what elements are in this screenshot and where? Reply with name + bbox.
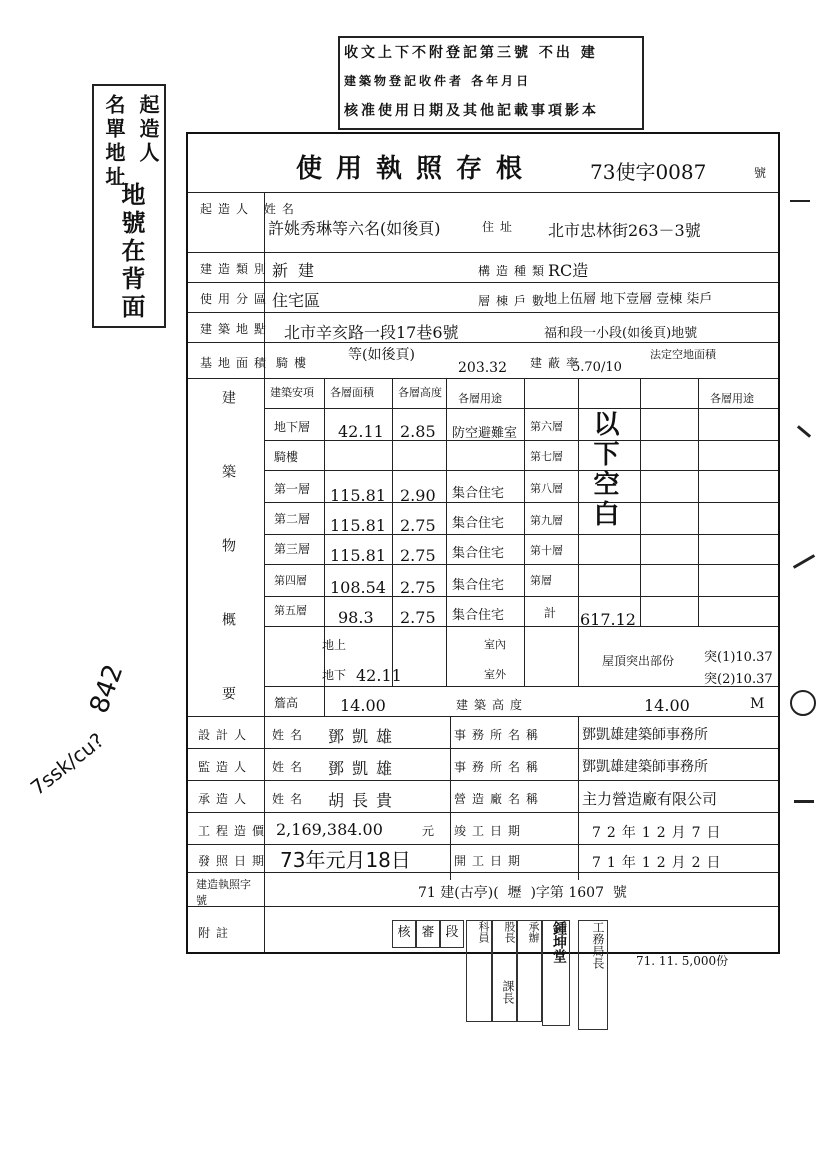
total-label: 計: [544, 606, 557, 620]
col-header: 各層高度: [398, 386, 442, 399]
floor-use: 集合住宅: [452, 486, 505, 501]
base-area-value2: 203.32: [458, 360, 507, 376]
parking-in: 室內: [484, 638, 506, 651]
site-address: 北市辛亥路一段17巷6號: [284, 323, 459, 342]
roof-label: 屋頂突出部份: [602, 654, 675, 668]
edge-mark: [797, 425, 811, 438]
permit-number: 73使字0087: [590, 160, 707, 184]
coverage-label: 建蔽率: [530, 356, 585, 370]
side-note-main: 地號在背面: [117, 182, 146, 322]
floors-label: 層棟戶數: [478, 294, 551, 308]
build-type-value: 新建: [272, 261, 325, 280]
floor-label: 第十層: [530, 544, 563, 557]
seal: 鍾坤堂: [542, 920, 570, 1026]
print-note: 71. 11. 5,000份: [636, 954, 729, 968]
roof-value: 突(1)10.37: [704, 650, 773, 665]
address-label: 住址: [482, 220, 519, 234]
edge-mark: [794, 800, 814, 803]
eaves-label: 簷高: [274, 696, 299, 710]
floor-label: 第九層: [530, 514, 563, 527]
name-label: 姓名: [272, 792, 309, 806]
parking-below-value: 42.11: [356, 666, 402, 685]
floor-label: 第一層: [274, 482, 311, 496]
cost-unit: 元: [422, 824, 441, 838]
floor-height: 2.75: [400, 578, 436, 597]
seal: 核: [392, 920, 416, 948]
seal: 科員: [466, 920, 492, 1022]
col-header: 各層面積: [330, 386, 374, 399]
floor-use: 集合住宅: [452, 578, 505, 593]
col-header: 建築安項: [270, 386, 314, 399]
stamp-line: 建築物登記收件者 各年月日: [344, 74, 532, 88]
floor-label: 第八層: [530, 482, 563, 495]
contractor-label: 承造人: [198, 792, 253, 806]
company-label: 營造廠名稱: [454, 792, 545, 806]
building-summary-label: 建築物概要: [220, 390, 236, 760]
site-label: 建築地點: [200, 322, 273, 336]
floor-height: 2.75: [400, 546, 436, 565]
floors-value: 地上伍層 地下壹層 壹棟 柒戶: [544, 292, 713, 307]
total-value: 617.12: [580, 610, 636, 629]
floor-label: 第四層: [274, 574, 307, 587]
floor-area: 98.3: [338, 608, 374, 627]
base-area-label: 基地面積: [200, 356, 273, 370]
seal: 段: [440, 920, 464, 948]
floor-label: 第層: [530, 574, 552, 587]
name-label: 姓名: [272, 760, 309, 774]
floor-use: 集合住宅: [452, 546, 505, 561]
seal: 課長: [501, 980, 515, 1004]
start-value: 71年12月2日: [592, 855, 727, 871]
structure-value: RC造: [548, 261, 589, 280]
completion-label: 竣工日期: [454, 824, 527, 838]
cost-value: 2,169,384.00: [276, 820, 383, 839]
top-stamp: [338, 36, 644, 130]
parking-out: 室外: [484, 668, 506, 681]
issue-value: 73年元月18日: [280, 848, 411, 872]
roof-value: 突(2)10.37: [704, 672, 773, 687]
floor-area: 42.11: [338, 422, 384, 441]
floor-height: 2.85: [400, 422, 436, 441]
floor-area: 115.81: [330, 486, 386, 505]
designer-name: 鄧凱雄: [328, 727, 401, 746]
supervisor-label: 監造人: [198, 760, 253, 774]
build-type-label: 建造類別: [200, 262, 273, 276]
unit-m: M: [750, 696, 765, 712]
seal: 工務局長: [578, 920, 608, 1030]
floor-use: 集合住宅: [452, 516, 505, 531]
remarks-label: 附註: [198, 926, 235, 940]
edge-mark: [793, 554, 815, 569]
office-label: 事務所名稱: [454, 760, 545, 774]
floor-label: 第七層: [530, 450, 563, 463]
building-height-label: 建築高度: [456, 698, 529, 712]
margin-note: 7ssk/cu?: [25, 728, 109, 800]
eaves-value: 14.00: [340, 696, 386, 715]
owner-label: 起造人 姓名: [200, 202, 300, 216]
zone-label: 使用分區: [200, 292, 273, 306]
supervisor-office: 鄧凱雄建築師事務所: [582, 759, 708, 775]
permit-value: 71 建(古亭)( 壢 )字第 1607 號: [418, 885, 627, 901]
zone-value: 住宅區: [272, 291, 321, 310]
floor-use: 集合住宅: [452, 608, 505, 623]
side-note-left: 名單地址: [102, 94, 126, 190]
parking-below: 地下: [322, 668, 347, 682]
completion-value: 72年12月7日: [592, 825, 727, 841]
stamp-line: 收文上下不附登記第三號 不出 建: [344, 45, 598, 61]
side-note-box: [92, 84, 166, 328]
name-label: 姓名: [272, 728, 309, 742]
floor-label: 騎樓: [274, 450, 299, 464]
base-area-sub1: 騎樓: [276, 356, 313, 370]
approval-seals: [392, 920, 610, 1030]
permit-number-suffix: 號: [754, 166, 773, 180]
contractor-name: 胡長貴: [328, 791, 401, 810]
floor-height: 2.90: [400, 486, 436, 505]
floor-label: 第六層: [530, 420, 563, 433]
col-header: 各層用途: [710, 392, 754, 405]
blank-note: 以下空白: [589, 410, 619, 530]
seal: 股長: [492, 920, 518, 1022]
seal: 承辦: [516, 920, 542, 1022]
coverage-value: 5.70/10: [572, 360, 622, 375]
floor-label: 第五層: [274, 604, 307, 617]
floor-area: 115.81: [330, 546, 386, 565]
form-title: 使用執照存根: [296, 154, 537, 184]
owner-value: 許姚秀琳等六名(如後頁): [268, 219, 441, 238]
permit-label: 建造執照字號: [196, 878, 251, 907]
legal-space-label: 法定空地面積: [650, 348, 716, 361]
designer-label: 設計人: [198, 728, 253, 742]
margin-note: 842: [84, 660, 130, 718]
seal: 審: [416, 920, 440, 948]
floor-label: 地下層: [274, 420, 311, 434]
site-lot: 福和段一小段(如後頁)地號: [544, 326, 698, 341]
permit-form: [186, 132, 780, 954]
edge-mark: [790, 690, 816, 716]
cost-label: 工程造價: [198, 824, 271, 838]
office-label: 事務所名稱: [454, 728, 545, 742]
contractor-company: 主力營造廠有限公司: [582, 790, 718, 808]
stamp-line: 核准使用日期及其他記載事項影本: [344, 103, 599, 119]
floor-area: 115.81: [330, 516, 386, 535]
floor-use: 防空避難室: [452, 426, 518, 441]
side-note-top: 起造人: [136, 94, 160, 166]
address-value: 北市忠林街263－3號: [548, 221, 701, 240]
floor-label: 第二層: [274, 512, 311, 526]
issue-label: 發照日期: [198, 854, 271, 868]
floor-label: 第三層: [274, 542, 311, 556]
building-height-value: 14.00: [644, 696, 690, 715]
edge-mark: [790, 200, 810, 202]
start-label: 開工日期: [454, 854, 527, 868]
designer-office: 鄧凱雄建築師事務所: [582, 727, 708, 743]
floor-height: 2.75: [400, 608, 436, 627]
parking-above: 地上: [322, 638, 347, 652]
col-header: 各層用途: [458, 392, 502, 405]
floor-height: 2.75: [400, 516, 436, 535]
floor-area: 108.54: [330, 578, 386, 597]
base-area-value1: 等(如後頁): [348, 347, 415, 363]
supervisor-name: 鄧凱雄: [328, 759, 401, 778]
structure-label: 構造種類: [478, 264, 551, 278]
